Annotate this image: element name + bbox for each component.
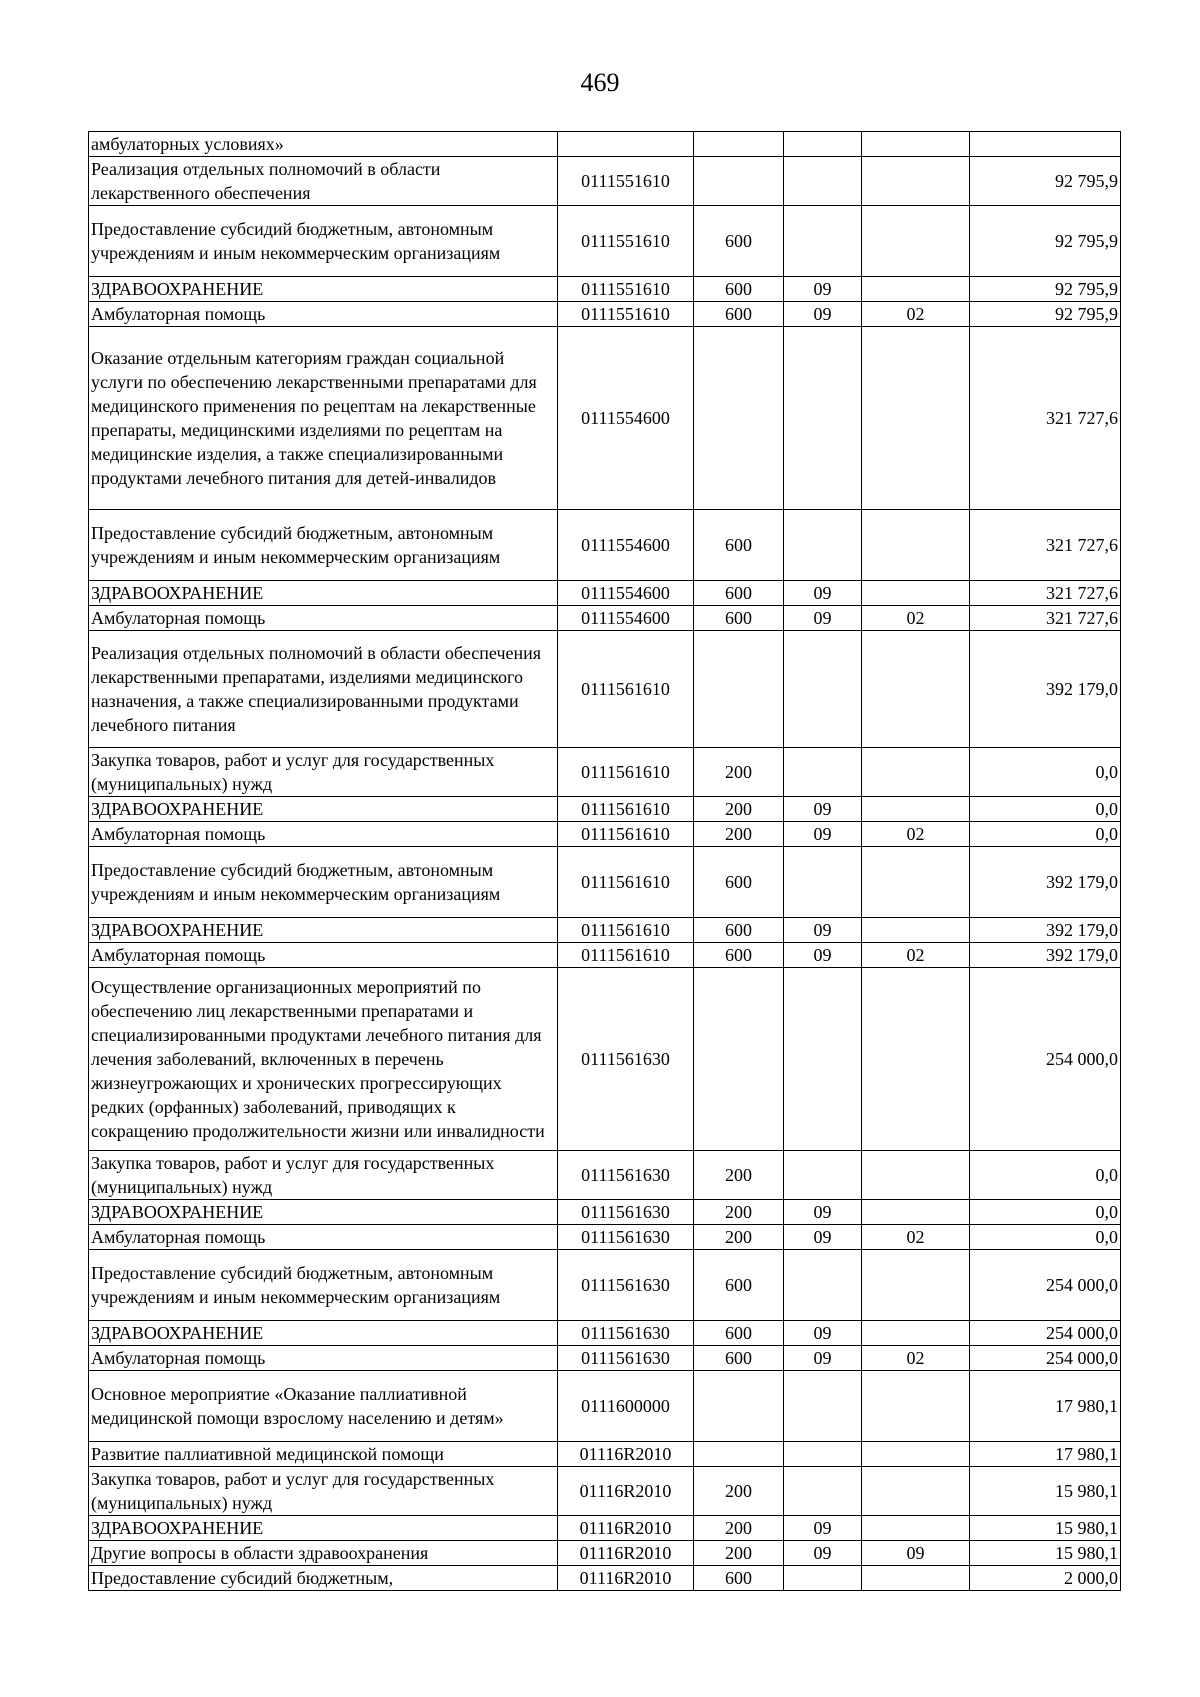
row-name: амбулаторных условиях» — [89, 132, 558, 157]
row-section: 09 — [784, 943, 862, 968]
row-section: 09 — [784, 1516, 862, 1541]
row-code: 01116R2010 — [558, 1467, 694, 1516]
row-name: Развитие паллиативной медицинской помощи — [89, 1442, 558, 1467]
row-expense-type: 600 — [694, 1321, 784, 1346]
row-section: 09 — [784, 1200, 862, 1225]
row-section — [784, 1250, 862, 1321]
table-row — [89, 847, 1121, 918]
row-amount — [970, 132, 1121, 157]
row-expense-type: 600 — [694, 1566, 784, 1591]
row-section — [784, 631, 862, 748]
row-subsection — [862, 581, 970, 606]
row-amount: 321 727,6 — [970, 581, 1121, 606]
row-name: Другие вопросы в области здравоохранения — [89, 1541, 558, 1566]
row-subsection — [862, 631, 970, 748]
row-name: Оказание отдельным категориям граждан социальной услуги по обеспечению лекарственными препаратами для медицинского применения по рецептам на лекарственные препараты, медицинскими изделиями по рецептам на медицинские изделия, а также специализированными продуктами лечебного питания для детей-инвалидов — [89, 327, 558, 510]
row-code: 01116R2010 — [558, 1516, 694, 1541]
row-code: 0111551610 — [558, 277, 694, 302]
row-expense-type — [694, 968, 784, 1151]
row-section: 09 — [784, 1225, 862, 1250]
table-row — [89, 1200, 1121, 1225]
row-subsection — [862, 1250, 970, 1321]
table-body — [89, 132, 1121, 1591]
row-section — [784, 206, 862, 277]
row-subsection: 02 — [862, 1225, 970, 1250]
table-row — [89, 968, 1121, 1151]
row-subsection — [862, 1442, 970, 1467]
row-amount: 321 727,6 — [970, 606, 1121, 631]
row-expense-type: 600 — [694, 277, 784, 302]
row-name: Закупка товаров, работ и услуг для государственных (муниципальных) нужд — [89, 1151, 558, 1200]
table-row — [89, 606, 1121, 631]
table-row — [89, 1151, 1121, 1200]
row-subsection — [862, 510, 970, 581]
row-section — [784, 1566, 862, 1591]
row-section: 09 — [784, 1346, 862, 1371]
row-code: 0111554600 — [558, 581, 694, 606]
table-row — [89, 302, 1121, 327]
row-name: Амбулаторная помощь — [89, 302, 558, 327]
row-code: 0111561610 — [558, 943, 694, 968]
row-expense-type: 200 — [694, 1467, 784, 1516]
row-subsection: 02 — [862, 943, 970, 968]
row-expense-type: 600 — [694, 206, 784, 277]
row-subsection — [862, 1200, 970, 1225]
row-code: 01116R2010 — [558, 1541, 694, 1566]
row-name: Основное мероприятие «Оказание паллиативной медицинской помощи взрослому населению и детям» — [89, 1371, 558, 1442]
table-row — [89, 1566, 1121, 1591]
row-expense-type — [694, 132, 784, 157]
row-expense-type — [694, 157, 784, 206]
table-row — [89, 132, 1121, 157]
row-amount: 15 980,1 — [970, 1541, 1121, 1566]
row-code: 0111554600 — [558, 327, 694, 510]
row-expense-type: 200 — [694, 1151, 784, 1200]
row-amount: 0,0 — [970, 1151, 1121, 1200]
table-row — [89, 157, 1121, 206]
row-code: 0111551610 — [558, 206, 694, 277]
row-code: 0111561630 — [558, 1346, 694, 1371]
row-code: 0111554600 — [558, 606, 694, 631]
table-row — [89, 1541, 1121, 1566]
row-expense-type: 600 — [694, 581, 784, 606]
row-section: 09 — [784, 606, 862, 631]
row-amount: 321 727,6 — [970, 510, 1121, 581]
row-subsection — [862, 206, 970, 277]
row-subsection — [862, 918, 970, 943]
row-amount: 321 727,6 — [970, 327, 1121, 510]
row-amount: 2 000,0 — [970, 1566, 1121, 1591]
row-section — [784, 1151, 862, 1200]
row-amount: 92 795,9 — [970, 206, 1121, 277]
row-name: ЗДРАВООХРАНЕНИЕ — [89, 277, 558, 302]
page-number: 469 — [580, 68, 620, 97]
row-amount: 0,0 — [970, 822, 1121, 847]
row-expense-type: 600 — [694, 943, 784, 968]
row-section: 09 — [784, 797, 862, 822]
row-code: 0111561610 — [558, 918, 694, 943]
row-amount: 254 000,0 — [970, 968, 1121, 1151]
row-code: 01116R2010 — [558, 1566, 694, 1591]
row-amount: 15 980,1 — [970, 1467, 1121, 1516]
row-name: ЗДРАВООХРАНЕНИЕ — [89, 1200, 558, 1225]
table-row — [89, 1371, 1121, 1442]
row-expense-type: 200 — [694, 1541, 784, 1566]
table-row — [89, 510, 1121, 581]
row-name: Предоставление субсидий бюджетным, автономным учреждениям и иным некоммерческим организациям — [89, 1250, 558, 1321]
row-subsection — [862, 277, 970, 302]
budget-table — [88, 131, 1121, 1591]
row-name: Реализация отдельных полномочий в области обеспечения лекарственными препаратами, изделиями медицинского назначения, а также специализированными продуктами лечебного питания — [89, 631, 558, 748]
row-expense-type: 200 — [694, 797, 784, 822]
row-expense-type: 600 — [694, 302, 784, 327]
row-code: 0111561610 — [558, 847, 694, 918]
row-expense-type: 600 — [694, 1250, 784, 1321]
row-code: 0111561610 — [558, 822, 694, 847]
row-amount: 392 179,0 — [970, 943, 1121, 968]
row-code: 0111551610 — [558, 157, 694, 206]
row-amount: 254 000,0 — [970, 1250, 1121, 1321]
row-name: Предоставление субсидий бюджетным, автономным учреждениям и иным некоммерческим организациям — [89, 847, 558, 918]
table-row — [89, 581, 1121, 606]
row-code: 0111551610 — [558, 302, 694, 327]
table-row — [89, 797, 1121, 822]
row-expense-type: 600 — [694, 918, 784, 943]
row-amount: 0,0 — [970, 1225, 1121, 1250]
table-row — [89, 943, 1121, 968]
row-section — [784, 1442, 862, 1467]
row-code: 0111561610 — [558, 631, 694, 748]
row-name: Предоставление субсидий бюджетным, автономным учреждениям и иным некоммерческим организациям — [89, 510, 558, 581]
row-amount: 0,0 — [970, 1200, 1121, 1225]
row-expense-type: 600 — [694, 847, 784, 918]
row-name: Предоставление субсидий бюджетным, — [89, 1566, 558, 1591]
row-code — [558, 132, 694, 157]
row-amount: 92 795,9 — [970, 277, 1121, 302]
row-section: 09 — [784, 1321, 862, 1346]
row-name: Реализация отдельных полномочий в области лекарственного обеспечения — [89, 157, 558, 206]
table-row — [89, 918, 1121, 943]
row-name: Амбулаторная помощь — [89, 1225, 558, 1250]
row-code: 0111600000 — [558, 1371, 694, 1442]
row-amount: 17 980,1 — [970, 1442, 1121, 1467]
row-amount: 254 000,0 — [970, 1321, 1121, 1346]
row-code: 0111561610 — [558, 748, 694, 797]
row-section — [784, 327, 862, 510]
row-amount: 92 795,9 — [970, 157, 1121, 206]
row-section: 09 — [784, 302, 862, 327]
row-subsection — [862, 1371, 970, 1442]
row-name: Закупка товаров, работ и услуг для государственных (муниципальных) нужд — [89, 748, 558, 797]
row-code: 0111561630 — [558, 1225, 694, 1250]
row-subsection — [862, 748, 970, 797]
row-section — [784, 968, 862, 1151]
row-expense-type — [694, 327, 784, 510]
table-row — [89, 631, 1121, 748]
row-subsection: 02 — [862, 606, 970, 631]
row-expense-type — [694, 1442, 784, 1467]
row-expense-type: 200 — [694, 1225, 784, 1250]
table-row — [89, 277, 1121, 302]
row-subsection — [862, 132, 970, 157]
row-section: 09 — [784, 1541, 862, 1566]
row-expense-type: 600 — [694, 1346, 784, 1371]
row-section: 09 — [784, 277, 862, 302]
table-row — [89, 1467, 1121, 1516]
row-name: Амбулаторная помощь — [89, 1346, 558, 1371]
row-code: 0111561630 — [558, 1250, 694, 1321]
row-section — [784, 157, 862, 206]
row-section: 09 — [784, 822, 862, 847]
row-name: Амбулаторная помощь — [89, 606, 558, 631]
row-code: 0111561610 — [558, 797, 694, 822]
table-row — [89, 822, 1121, 847]
table-row — [89, 1516, 1121, 1541]
row-amount: 0,0 — [970, 748, 1121, 797]
table-row — [89, 748, 1121, 797]
row-subsection: 02 — [862, 1346, 970, 1371]
row-subsection — [862, 157, 970, 206]
row-code: 01116R2010 — [558, 1442, 694, 1467]
table-row — [89, 1250, 1121, 1321]
row-code: 0111561630 — [558, 1321, 694, 1346]
row-expense-type: 200 — [694, 1200, 784, 1225]
row-section: 09 — [784, 918, 862, 943]
row-subsection — [862, 847, 970, 918]
row-subsection: 02 — [862, 822, 970, 847]
table-row — [89, 1321, 1121, 1346]
row-section: 09 — [784, 581, 862, 606]
row-subsection — [862, 1566, 970, 1591]
row-subsection: 09 — [862, 1541, 970, 1566]
row-subsection — [862, 1467, 970, 1516]
row-name: ЗДРАВООХРАНЕНИЕ — [89, 797, 558, 822]
row-section — [784, 748, 862, 797]
row-subsection — [862, 797, 970, 822]
row-amount: 92 795,9 — [970, 302, 1121, 327]
row-subsection — [862, 968, 970, 1151]
row-expense-type: 200 — [694, 822, 784, 847]
table-row — [89, 1346, 1121, 1371]
row-name: Предоставление субсидий бюджетным, автономным учреждениям и иным некоммерческим организациям — [89, 206, 558, 277]
table-row — [89, 1442, 1121, 1467]
row-name: Амбулаторная помощь — [89, 943, 558, 968]
row-expense-type: 600 — [694, 606, 784, 631]
row-expense-type: 200 — [694, 1516, 784, 1541]
row-subsection — [862, 1516, 970, 1541]
row-section — [784, 510, 862, 581]
row-section — [784, 1371, 862, 1442]
row-amount: 392 179,0 — [970, 918, 1121, 943]
row-amount: 392 179,0 — [970, 847, 1121, 918]
row-name: ЗДРАВООХРАНЕНИЕ — [89, 581, 558, 606]
row-amount: 15 980,1 — [970, 1516, 1121, 1541]
row-code: 0111561630 — [558, 1151, 694, 1200]
table-row — [89, 327, 1121, 510]
row-amount: 0,0 — [970, 797, 1121, 822]
row-code: 0111561630 — [558, 1200, 694, 1225]
row-expense-type — [694, 631, 784, 748]
row-name: Осуществление организационных мероприятий по обеспечению лиц лекарственными препаратами и специализированными продуктами лечебного питания для лечения заболеваний, включенных в перечень жизнеугрожающих и хронических прогрессирующих редких (орфанных) заболеваний, приводящих к сокращению продолжительности жизни или инвалидности — [89, 968, 558, 1151]
row-subsection — [862, 327, 970, 510]
row-expense-type: 200 — [694, 748, 784, 797]
table-row — [89, 1225, 1121, 1250]
table-row — [89, 206, 1121, 277]
row-section — [784, 1467, 862, 1516]
row-expense-type — [694, 1371, 784, 1442]
row-section — [784, 847, 862, 918]
row-amount: 254 000,0 — [970, 1346, 1121, 1371]
row-name: ЗДРАВООХРАНЕНИЕ — [89, 1516, 558, 1541]
row-name: ЗДРАВООХРАНЕНИЕ — [89, 1321, 558, 1346]
row-expense-type: 600 — [694, 510, 784, 581]
row-subsection — [862, 1151, 970, 1200]
row-name: Амбулаторная помощь — [89, 822, 558, 847]
row-subsection — [862, 1321, 970, 1346]
row-amount: 17 980,1 — [970, 1371, 1121, 1442]
row-name: Закупка товаров, работ и услуг для государственных (муниципальных) нужд — [89, 1467, 558, 1516]
row-amount: 392 179,0 — [970, 631, 1121, 748]
row-code: 0111561630 — [558, 968, 694, 1151]
row-code: 0111554600 — [558, 510, 694, 581]
row-name: ЗДРАВООХРАНЕНИЕ — [89, 918, 558, 943]
row-subsection: 02 — [862, 302, 970, 327]
row-section — [784, 132, 862, 157]
